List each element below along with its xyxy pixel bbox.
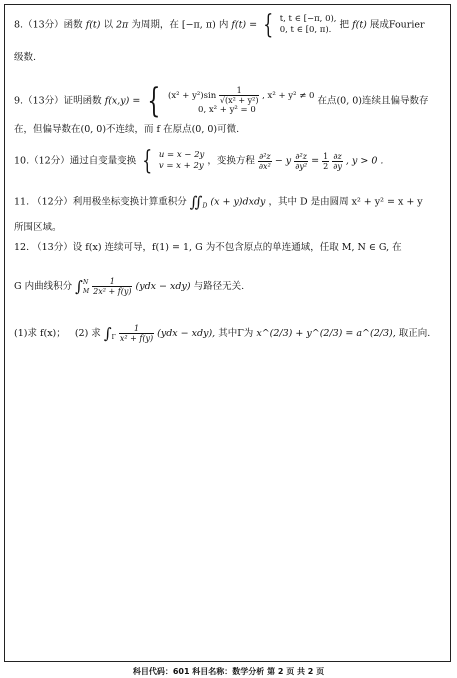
q10-frac1-num: ∂²z — [259, 151, 271, 161]
q8-text4: 把 — [339, 19, 350, 31]
q8-period: 2π — [116, 19, 129, 31]
q9-label: 9.（13分）证明函数 — [14, 95, 102, 107]
q12-text4: 取正向. — [398, 328, 431, 339]
q8-brace: { — [263, 10, 274, 40]
q8-label: 8.（13分）函数 — [14, 19, 83, 31]
q9-frac-num: 1 — [219, 86, 260, 96]
q10-frac2-den: ∂y² — [295, 161, 308, 171]
q10-tail: , y > 0 . — [345, 155, 384, 167]
q10-frac3-num: 1 — [323, 151, 329, 161]
q9-text1: 在点(0, 0)连续且偏导数存 — [317, 95, 429, 107]
q11-domain: D — [202, 202, 208, 210]
q12-part2: (2) 求 — [74, 328, 101, 339]
q11-label: 11. （12分）利用极坐标变换计算重积分 — [14, 196, 187, 208]
q12-frac2 — [119, 324, 154, 343]
q9-case1-a: (x² + y²)sin — [168, 91, 217, 101]
q10-frac4-num: ∂z — [333, 151, 342, 161]
q12-part1: (1)求 f(x)； — [14, 328, 66, 339]
q9-case2: 0, x² + y² = 0 — [198, 105, 256, 115]
q10-frac4-den: ∂y — [333, 161, 342, 171]
q12-frac-num: 1 — [92, 277, 132, 287]
q8-text1: 以 — [103, 19, 113, 31]
question-12-parts — [14, 324, 430, 344]
question-12 — [14, 242, 402, 254]
q8-ft3: f(t) — [352, 19, 367, 31]
q9-frac-den: √(x² + y²) — [219, 96, 259, 105]
q12-frac2-num: 1 — [119, 324, 154, 334]
q8-case2: 0, t ∈ [0, π). — [279, 25, 332, 35]
q12-curve: x^(2/3) + y^(2/3) = a^(2/3), — [256, 328, 396, 339]
q10-label: 10.（12分）通过自变量变换 — [14, 155, 137, 167]
q12-int2-lower: Γ — [111, 333, 116, 341]
q8-ft: f(t) — [85, 19, 101, 31]
q10-frac3-den: 2 — [323, 161, 329, 171]
q10-minus-y: − y — [274, 155, 292, 167]
q12-frac2-den: x² + f(y) — [119, 334, 154, 343]
q8-ft2: f(t) = — [231, 19, 258, 31]
q12-integrand2: (ydx − xdy), — [157, 328, 216, 339]
q12-int-upper: N — [82, 278, 89, 286]
question-9 — [14, 81, 429, 121]
q9-text2: 在，但偏导数在(0, 0)不连续，而 f 在原点(0, 0)可微. — [14, 124, 240, 135]
q12-text2: 与路径无关. — [193, 281, 245, 292]
q8-cases — [280, 14, 337, 36]
q10-frac4 — [332, 152, 343, 171]
q12-integral-sign: ∫ — [75, 277, 83, 296]
question-12-cont — [14, 277, 244, 296]
q10-frac1-den: ∂x² — [258, 161, 271, 171]
q12-frac-den: 2x² + f(y) — [93, 287, 132, 296]
q12-label: 12. （13分）设 f(x) 连续可导，f(1) = 1, G 为不包含原点的单连通域，任取 M, N ∈ G, 在 — [14, 242, 402, 253]
q10-brace: { — [142, 146, 153, 176]
q12-integrand: (ydx − xdy) — [135, 281, 191, 292]
q9-case1-b: , x² + y² ≠ 0 — [262, 91, 315, 101]
q9-fxy: f(x,y) = — [104, 95, 141, 107]
q12-frac — [92, 277, 132, 296]
page-footer: 科目代码：601 科目名称：数学分析 第 2 页 共 2 页 — [132, 667, 325, 676]
q10-frac1 — [258, 152, 272, 171]
question-11 — [14, 193, 423, 212]
q11-text1: ，其中 D 是由圆周 x² + y² = x + y — [268, 196, 423, 208]
q12-integral2-sign: ∫ — [103, 324, 112, 343]
q8-interval: [−π, π) — [181, 19, 216, 31]
question-11-cont — [14, 222, 62, 234]
q9-cases — [168, 86, 314, 116]
q11-integral-sign: ∬ — [189, 193, 203, 211]
q8-text3: 内 — [218, 19, 229, 31]
q10-cases — [159, 150, 205, 172]
q12-int-lower: M — [82, 287, 90, 295]
q12-text3: 其中Γ为 — [218, 328, 254, 339]
question-8 — [14, 10, 425, 40]
q10-frac2 — [294, 152, 308, 171]
q8-text6: 级数. — [14, 52, 37, 63]
question-8-cont — [14, 52, 36, 64]
q12-text1: G 内曲线积分 — [14, 281, 73, 292]
q10-case1: u = x − 2y — [158, 150, 205, 160]
q8-text2: 为周期，在 — [131, 19, 179, 31]
q10-case2: v = x + 2y — [158, 161, 204, 171]
q10-frac2-num: ∂²z — [295, 151, 307, 161]
q9-case1-frac — [219, 86, 260, 105]
q11-text2: 所围区域。 — [14, 222, 62, 233]
q11-integrand: (x + y)dxdy — [210, 196, 266, 208]
q10-frac3 — [322, 152, 329, 171]
q10-eq: = — [311, 155, 320, 167]
question-9-cont — [14, 124, 239, 136]
q8-text5: 展成Fourier — [369, 19, 425, 31]
q12-limits — [83, 278, 89, 296]
q8-case1: t, t ∈ [−π, 0), — [279, 14, 337, 24]
q10-text1: ，变换方程 — [207, 155, 255, 167]
q9-brace: { — [147, 81, 161, 121]
question-10 — [14, 146, 384, 176]
